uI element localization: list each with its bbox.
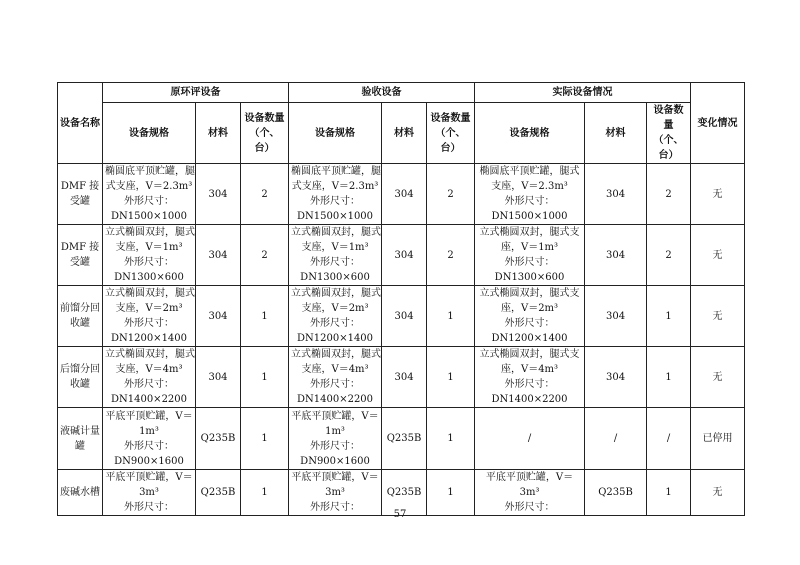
actual-qty-header — [647, 103, 691, 164]
original-spec-cell — [103, 347, 196, 408]
equipment-name-cell — [58, 164, 103, 225]
spec-line: 外形尺寸： — [124, 440, 174, 452]
spec-line: 3m³ — [139, 487, 159, 498]
spec-line: DN1500×1000 — [110, 211, 188, 222]
spec-line: 支座，V＝1m³ — [301, 242, 369, 253]
spec-line: 平底平顶贮罐，V＝ — [105, 472, 193, 483]
table-row — [58, 225, 745, 286]
original-qty-cell: 2 — [241, 225, 289, 286]
original-material-cell: 304 — [196, 164, 241, 225]
spec-line: 外形尺寸： — [310, 440, 361, 452]
qty-header-line2: （个、台） — [653, 135, 684, 161]
spec-line: 3m³ — [519, 487, 540, 498]
spec-line: DN1500×1000 — [491, 211, 568, 222]
qty-header-line1: 设备数量 — [244, 112, 285, 124]
spec-line: 外形尺寸： — [124, 257, 174, 268]
change-cell: 无 — [691, 470, 745, 516]
actual-qty-cell: 2 — [647, 164, 691, 225]
qty-header-line2: （个、台） — [435, 127, 466, 154]
original-material-cell: 304 — [196, 225, 241, 286]
original-qty-cell: 1 — [241, 408, 289, 470]
equipment-name-line: 废碱水槽 — [60, 487, 100, 498]
actual-qty-cell: / — [647, 408, 691, 470]
actual-material-cell: / — [585, 408, 647, 470]
equipment-name-cell — [58, 286, 103, 347]
header-sub-row — [58, 103, 745, 164]
spec-line: 外形尺寸： — [124, 318, 174, 329]
change-cell: 无 — [691, 164, 745, 225]
spec-line: DN1300×600 — [300, 272, 370, 283]
spec-line: 外形尺寸： — [124, 379, 174, 390]
equipment-name-line: 收罐 — [70, 318, 90, 329]
group-original-header: 原环评设备 — [103, 83, 289, 103]
original-material-cell: 304 — [196, 286, 241, 347]
acceptance-qty-cell: 1 — [427, 408, 475, 470]
spec-line: 3m³ — [325, 487, 345, 498]
actual-material-cell: Q235B — [585, 470, 647, 516]
acceptance-qty-cell: 1 — [427, 286, 475, 347]
original-qty-cell: 1 — [241, 347, 289, 408]
acceptance-qty-cell: 1 — [427, 347, 475, 408]
group-actual-header: 实际设备情况 — [475, 83, 691, 103]
equipment-name-line: 收罐 — [70, 379, 90, 390]
spec-line: 支座，V＝2m³ — [301, 303, 369, 314]
spec-line: 外形尺寸： — [124, 196, 174, 207]
spec-line: DN1400×2200 — [491, 394, 568, 405]
spec-line: 外形尺寸： — [504, 196, 555, 207]
qty-header-line2: （个、台） — [249, 127, 280, 154]
spec-line: 椭圆底平顶贮罐，腿 — [105, 166, 195, 177]
spec-line: 外形尺寸： — [504, 318, 555, 329]
equipment-name-cell — [58, 408, 103, 470]
original-material-cell: Q235B — [196, 470, 241, 516]
original-material-cell: 304 — [196, 347, 241, 408]
spec-line: 1m³ — [325, 425, 345, 437]
table-row — [58, 286, 745, 347]
actual-material-cell: 304 — [585, 286, 647, 347]
spec-line: 座，V＝1m³ — [500, 242, 559, 253]
spec-line: DN900×1600 — [114, 455, 184, 467]
spec-line: 座，V＝4m³ — [500, 364, 559, 375]
spec-line: 外形尺寸： — [310, 257, 361, 268]
equipment-name-cell — [58, 225, 103, 286]
equipment-name-line: DMF 接 — [60, 242, 100, 253]
spec-line: 椭圆底平顶贮罐，腿 — [291, 166, 382, 177]
spec-line: 支座，V＝4m³ — [301, 364, 369, 375]
equipment-comparison-table — [57, 82, 745, 516]
spec-line: DN1200×1400 — [110, 333, 188, 344]
acceptance-qty-cell: 2 — [427, 164, 475, 225]
spec-line: 外形尺寸： — [504, 257, 555, 268]
acceptance-material-cell: Q235B — [382, 470, 427, 516]
table-body — [58, 164, 745, 516]
actual-spec-cell — [475, 164, 585, 225]
page-number: 57 — [393, 509, 407, 520]
spec-line: 1m³ — [139, 425, 159, 437]
table-row — [58, 347, 745, 408]
spec-line: DN1300×600 — [494, 272, 565, 283]
equipment-name-line: 液碱计量 — [60, 425, 100, 437]
acceptance-spec-cell — [289, 164, 382, 225]
spec-line: 平底平顶贮罐，V＝ — [105, 410, 193, 422]
col-change-header: 变化情况 — [691, 83, 745, 164]
qty-header-line1: 设备数量 — [653, 105, 684, 131]
actual-spec-cell — [475, 347, 585, 408]
acceptance-material-cell: 304 — [382, 286, 427, 347]
spec-line: 椭圆底平顶贮罐，腿式 — [479, 166, 580, 177]
actual-qty-cell: 1 — [647, 286, 691, 347]
acceptance-qty-header — [427, 103, 475, 164]
spec-line: 支座，V＝2m³ — [115, 303, 183, 314]
acceptance-material-cell: 304 — [382, 347, 427, 408]
spec-line: 支座，V＝4m³ — [115, 364, 183, 375]
acceptance-spec-header: 设备规格 — [289, 103, 382, 164]
acceptance-qty-cell: 2 — [427, 225, 475, 286]
original-qty-header — [241, 103, 289, 164]
spec-line: 立式椭圆双封，腿式 — [105, 288, 195, 299]
acceptance-spec-cell — [289, 225, 382, 286]
spec-line: 立式椭圆双封，腿式支 — [479, 227, 580, 238]
spec-line: 立式椭圆双封，腿式支 — [479, 288, 580, 299]
equipment-name-line: 受罐 — [70, 196, 90, 207]
actual-qty-cell: 1 — [647, 470, 691, 516]
spec-line: 式支座，V＝2.3m³ — [105, 181, 193, 192]
acceptance-material-cell: 304 — [382, 225, 427, 286]
original-qty-cell: 1 — [241, 286, 289, 347]
group-acceptance-header: 验收设备 — [289, 83, 475, 103]
equipment-table-page — [57, 82, 744, 516]
spec-line: DN1200×1400 — [491, 333, 568, 344]
change-cell: 无 — [691, 286, 745, 347]
spec-line: DN1300×600 — [114, 272, 184, 283]
spec-line: 外形尺寸： — [504, 502, 555, 513]
acceptance-spec-cell — [289, 347, 382, 408]
spec-line: 平底平顶贮罐，V＝ — [291, 410, 379, 422]
spec-line: 立式椭圆双封，腿式 — [291, 288, 382, 299]
acceptance-qty-cell: 1 — [427, 470, 475, 516]
spec-line: 外形尺寸： — [124, 502, 174, 513]
spec-line: 立式椭圆双封，腿式 — [291, 349, 382, 360]
original-spec-cell — [103, 286, 196, 347]
equipment-name-line: 受罐 — [70, 257, 90, 268]
qty-header-line1: 设备数量 — [430, 112, 471, 124]
table-row — [58, 408, 745, 470]
actual-spec-cell — [475, 225, 585, 286]
spec-line: 支座，V＝2.3m³ — [491, 181, 568, 192]
acceptance-spec-cell — [289, 286, 382, 347]
spec-line: 座，V＝2m³ — [500, 303, 559, 314]
spec-line: 支座，V＝1m³ — [115, 242, 183, 253]
actual-qty-cell: 2 — [647, 225, 691, 286]
header-group-row — [58, 83, 745, 103]
acceptance-material-cell: 304 — [382, 164, 427, 225]
actual-qty-cell: 1 — [647, 347, 691, 408]
original-spec-header: 设备规格 — [103, 103, 196, 164]
spec-line: 外形尺寸： — [310, 502, 361, 513]
change-cell: 无 — [691, 347, 745, 408]
equipment-name-line: 前馏分回 — [60, 303, 100, 314]
equipment-name-line: DMF 接 — [60, 181, 100, 192]
spec-line: DN1200×1400 — [296, 333, 374, 344]
spec-line: DN1500×1000 — [296, 211, 374, 222]
acceptance-material-header: 材料 — [382, 103, 427, 164]
spec-line: 立式椭圆双封，腿式 — [105, 349, 195, 360]
spec-line: 外形尺寸： — [310, 379, 361, 390]
spec-line: 立式椭圆双封，腿式支 — [479, 349, 580, 360]
acceptance-material-cell: Q235B — [382, 408, 427, 470]
col-name-header: 设备名称 — [58, 83, 103, 164]
spec-line: DN900×1600 — [300, 455, 370, 467]
equipment-name-line: 后馏分回 — [60, 364, 100, 375]
original-spec-cell — [103, 225, 196, 286]
original-material-cell: Q235B — [196, 408, 241, 470]
spec-line: 立式椭圆双封，腿式 — [291, 227, 382, 238]
spec-line: 外形尺寸： — [504, 379, 555, 390]
change-cell: 已停用 — [691, 408, 745, 470]
actual-spec-cell — [475, 408, 585, 470]
equipment-name-cell — [58, 347, 103, 408]
equipment-name-line: 罐 — [75, 440, 85, 452]
change-cell: 无 — [691, 225, 745, 286]
original-qty-cell: 2 — [241, 164, 289, 225]
spec-line: 式支座，V＝2.3m³ — [291, 181, 379, 192]
spec-line: 外形尺寸： — [310, 196, 361, 207]
spec-line: DN1400×2200 — [110, 394, 188, 405]
spec-line: DN1400×2200 — [296, 394, 374, 405]
original-spec-cell — [103, 164, 196, 225]
actual-material-header: 材料 — [585, 103, 647, 164]
original-spec-cell — [103, 408, 196, 470]
spec-line: 立式椭圆双封，腿式 — [105, 227, 195, 238]
spec-line: 平底平顶贮罐，V＝ — [291, 472, 379, 483]
spec-line: 平底平顶贮罐，V＝ — [485, 472, 574, 483]
acceptance-spec-cell — [289, 408, 382, 470]
actual-material-cell: 304 — [585, 225, 647, 286]
spec-line: 外形尺寸： — [310, 318, 361, 329]
spec-line: / — [527, 433, 532, 444]
actual-material-cell: 304 — [585, 347, 647, 408]
original-qty-cell: 1 — [241, 470, 289, 516]
actual-spec-header: 设备规格 — [475, 103, 585, 164]
actual-material-cell: 304 — [585, 164, 647, 225]
table-row — [58, 164, 745, 225]
original-material-header: 材料 — [196, 103, 241, 164]
actual-spec-cell — [475, 286, 585, 347]
